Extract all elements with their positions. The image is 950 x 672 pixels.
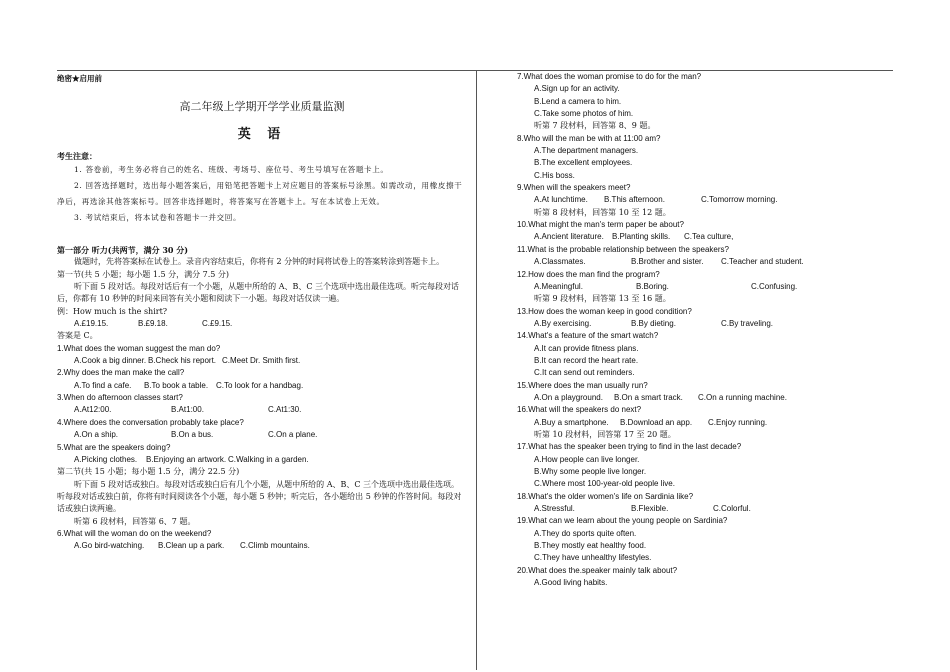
option: A.Stressful. <box>534 504 575 514</box>
note-item: 3. 考试结束后，将本试卷和答题卡一并交回。 <box>74 213 242 223</box>
options <box>57 429 467 441</box>
option: C.To look for a handbag. <box>216 380 304 390</box>
question: 5.What are the speakers doing? <box>57 442 171 452</box>
option: B.Download an app. <box>620 417 693 427</box>
option: A.Classmates. <box>534 257 586 267</box>
option: A.It can provide fitness plans. <box>534 343 639 353</box>
material-note: 听第 6 段材料，回答第 6、7 题。 <box>74 516 196 526</box>
material-note: 听第 8 段材料，回答第 10 至 12 题。 <box>534 207 671 217</box>
option: C.Walking in a garden. <box>228 454 309 464</box>
exam-title: 高二年级上学期开学学业质量监测 <box>179 100 345 114</box>
options <box>517 256 897 268</box>
section2-heading: 第二节(共 15 小题；每小题 1.5 分，满分 22.5 分) <box>57 467 240 477</box>
option: B.Flexible. <box>631 504 669 514</box>
option: C.Enjoy running. <box>708 417 768 427</box>
option: A.How people can live longer. <box>534 454 640 464</box>
options <box>57 355 467 367</box>
notes-heading: 考生注意： <box>57 151 97 162</box>
option: C.Colorful. <box>713 504 751 514</box>
option: A.On a playground. <box>534 392 603 402</box>
option: C.At1:30. <box>268 405 302 415</box>
section2-instructions: 听下面 5 段对话或独白。每段对话或独白后有几个小题，从题中所给的 A、B、C 三个选项中选出最佳选项。听每段对话或独白前，你将有时间阅读各个小题，每小题 5 秒钟；听完后，各小题给出 5 秒钟的作答时间。每段对话或独白读两遍。 <box>57 479 462 514</box>
column-divider <box>476 70 477 670</box>
options <box>517 318 897 330</box>
option: C.On a running machine. <box>698 392 787 402</box>
option: B.It can record the heart rate. <box>534 355 639 365</box>
option: A.They do sports quite often. <box>534 528 637 538</box>
option: C.Tea culture, <box>684 232 734 242</box>
option: A.Good living habits. <box>534 578 608 588</box>
option: B.Clean up a park. <box>158 541 225 551</box>
option: B.Planting skills. <box>612 232 671 242</box>
options <box>57 380 467 392</box>
question: 7.What does the woman promise to do for the man? <box>517 72 702 81</box>
options <box>517 392 897 404</box>
option: C.Confusing. <box>751 281 798 291</box>
question: 1.What does the woman suggest the man do? <box>57 343 221 353</box>
option: B.On a bus. <box>171 430 214 440</box>
option: A.Cook a big dinner. <box>74 356 147 366</box>
question: 2.Why does the man make the call? <box>57 368 185 378</box>
left-column <box>57 71 467 553</box>
options <box>517 417 897 429</box>
right-column <box>517 71 897 589</box>
question: 8.Who will the man be with at 11:00 am? <box>517 133 661 143</box>
option: B.£9.18. <box>138 319 168 329</box>
question: 10.What might the man's term paper be about? <box>517 220 684 230</box>
option: B.Brother and sister. <box>631 257 704 267</box>
option: A.Go bird-watching. <box>74 541 145 551</box>
option: A.Ancient literature. <box>534 232 604 242</box>
question: 19.What can we learn about the young people on Sardinia? <box>517 516 728 526</box>
question: 13.How does the woman keep in good condition? <box>517 306 692 316</box>
question: 6.What will the woman do on the weekend? <box>57 528 212 538</box>
question: 14.What's a feature of the smart watch? <box>517 331 659 341</box>
option: B.Enjoying an artwork. <box>146 454 227 464</box>
option: C.Tomorrow morning. <box>701 195 778 205</box>
question: 12.How does the man find the program? <box>517 269 660 279</box>
option: A.By exercising. <box>534 318 592 328</box>
options <box>57 404 467 416</box>
note-item: 1. 答卷前，考生务必将自己的姓名、班级、考场号、座位号、考生号填写在答题卡上。 <box>74 165 389 175</box>
option: A.At12:00. <box>74 405 112 415</box>
option: A.The department managers. <box>534 146 639 156</box>
question: 17.What has the speaker been trying to find in the last decade? <box>517 442 742 452</box>
question: 3.When do afternoon classes start? <box>57 393 183 403</box>
subject-title: 英 语 <box>237 126 287 142</box>
question: 18.What's the older women's life on Sardinia like? <box>517 491 694 501</box>
options <box>517 194 897 206</box>
option: C.His boss. <box>534 170 575 180</box>
example-options <box>57 318 467 330</box>
option: A.Buy a smartphone. <box>534 417 609 427</box>
part1-heading: 第一部分 听力(共两节，满分 30 分) <box>57 245 189 255</box>
option: B.By dieting. <box>631 318 676 328</box>
question: 20.What does the.speaker mainly talk about? <box>517 565 678 575</box>
option: C.Take some photos of him. <box>534 109 634 119</box>
section1-heading: 第一节(共 5 小题；每小题 1.5 分，满分 7.5 分) <box>57 269 230 279</box>
options <box>517 231 897 243</box>
option: C.Teacher and student. <box>721 257 804 267</box>
material-note: 听第 7 段材料，回答第 8、9 题。 <box>534 121 656 131</box>
option: B.At1:00. <box>171 405 204 415</box>
material-note: 听第 10 段材料，回答第 17 至 20 题。 <box>534 429 676 439</box>
option: B.Check his report. <box>148 356 217 366</box>
option: A.£19.15. <box>74 319 109 329</box>
option: C.£9.15. <box>202 319 233 329</box>
note-item: 2. 回答选择题时，选出每小题答案后，用铅笔把答题卡上对应题目的答案标号涂黑。如需改动，用橡皮擦干净后，再选涂其他答案标号。回答非选择题时，将答案写在答题卡上。写在本试卷上无效。 <box>57 181 463 207</box>
question: 4.Where does the conversation probably take place? <box>57 417 244 427</box>
option: C.Climb mountains. <box>240 541 310 551</box>
option: B.To book a table. <box>144 380 209 390</box>
question: 9.When will the speakers meet? <box>517 183 631 193</box>
option: B.On a smart track. <box>614 392 683 402</box>
example-answer: 答案是 C。 <box>57 331 98 341</box>
option: C.Meet Dr. Smith first. <box>222 356 301 366</box>
options <box>57 454 467 466</box>
part1-intro: 做题时，先将答案标在试卷上。录音内容结束后，你将有 2 分钟的时间将试卷上的答案转涂到答题卡上。 <box>74 257 445 267</box>
option: C.Where most 100-year-old people live. <box>534 479 675 489</box>
option: C.They have unhealthy lifestyles. <box>534 553 652 563</box>
option: B.Boring. <box>636 281 669 291</box>
option: A.Sign up for an activity. <box>534 84 620 94</box>
question: 16.What will the speakers do next? <box>517 405 642 415</box>
option: A.To find a cafe. <box>74 380 132 390</box>
material-note: 听第 9 段材料，回答第 13 至 16 题。 <box>534 294 671 304</box>
option: C.By traveling. <box>721 318 774 328</box>
option: B.This afternoon. <box>604 195 665 205</box>
example-question: 例：How much is the shirt? <box>57 306 168 316</box>
option: B.Lend a camera to him. <box>534 96 622 106</box>
options <box>517 281 897 293</box>
option: B.The excellent employees. <box>534 158 633 168</box>
option: A.Meaningful. <box>534 281 583 291</box>
section1-instructions: 听下面 5 段对话。每段对话后有一个小题，从题中所给的 A、B、C 三个选项中选出最佳选项。听完每段对话后，你都有 10 秒钟的时间来回答有关小题和阅读下一小题。每段对话仅读一遍。 <box>57 282 460 304</box>
question: 15.Where does the man usually run? <box>517 380 648 390</box>
option: A.At lunchtime. <box>534 195 588 205</box>
question: 11.What is the probable relationship between the speakers? <box>517 244 729 254</box>
option: B.Why some people live longer. <box>534 467 647 476</box>
secret-label: 绝密★启用前 <box>57 74 102 83</box>
options <box>517 503 897 515</box>
option: C.It can send out reminders. <box>534 368 635 378</box>
options <box>57 540 467 552</box>
option: A.On a ship. <box>74 430 119 440</box>
option: A.Picking clothes. <box>74 454 138 464</box>
option: C.On a plane. <box>268 430 318 440</box>
option: B.They mostly eat healthy food. <box>534 541 647 551</box>
